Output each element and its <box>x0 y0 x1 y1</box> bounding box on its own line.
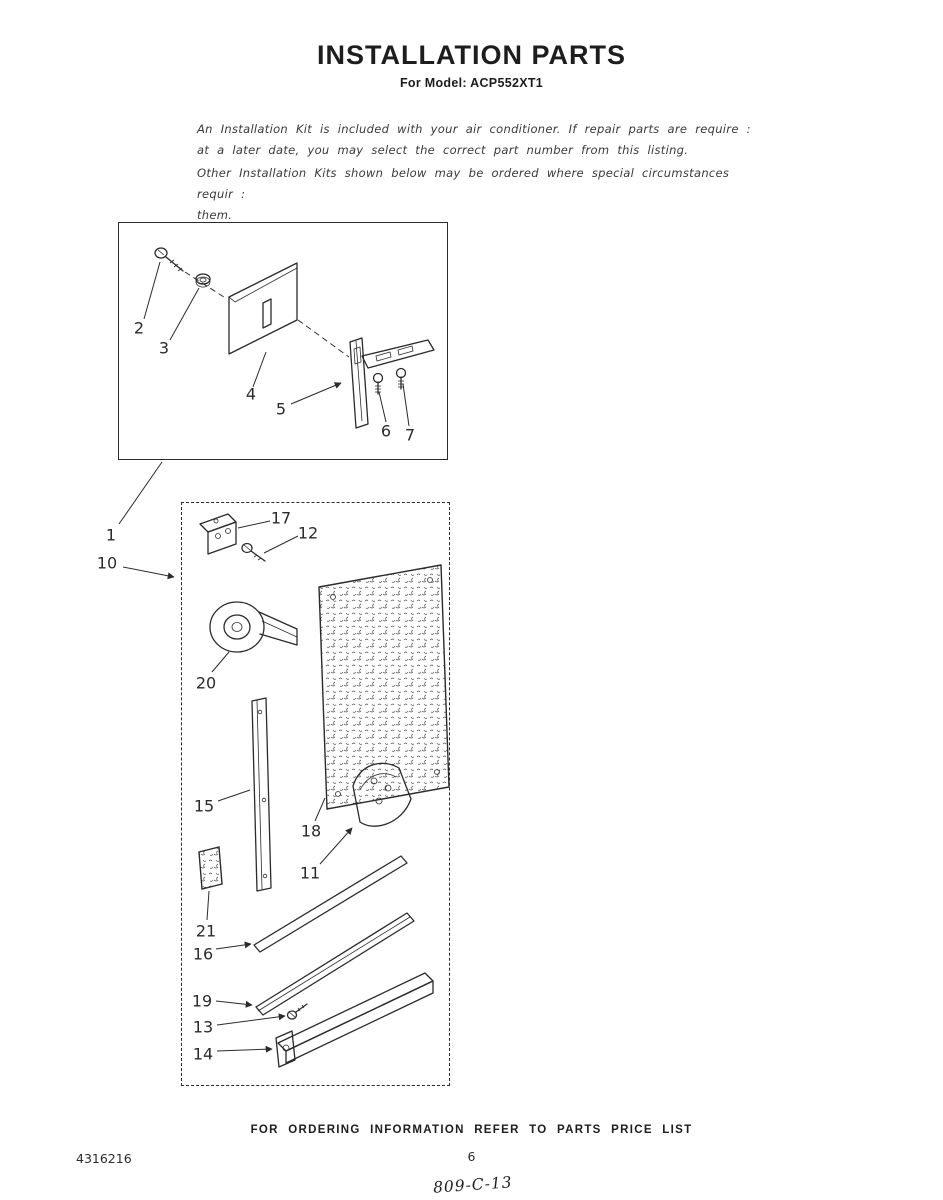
callout-12: 12 <box>297 523 319 543</box>
leader-15 <box>218 790 250 801</box>
leader-5 <box>291 383 341 404</box>
intro-line-4: them. <box>197 208 233 222</box>
leader-16 <box>216 944 251 949</box>
part-16-seal-strip <box>254 856 407 952</box>
part-2-screw <box>155 248 183 271</box>
callout-3: 3 <box>158 338 170 358</box>
leader-6 <box>379 392 386 422</box>
page-subtitle: For Model: ACP552XT1 <box>399 76 544 90</box>
part-17-angle-bracket <box>200 514 236 554</box>
part-21-foam-block <box>199 847 222 889</box>
callout-16: 16 <box>192 944 214 964</box>
part-18-panel <box>319 565 449 809</box>
leader-7 <box>403 384 409 426</box>
callout-5: 5 <box>275 399 287 419</box>
doc-number: 4316216 <box>76 1151 132 1166</box>
callout-13: 13 <box>192 1017 214 1037</box>
leader-17 <box>238 521 270 528</box>
callout-21: 21 <box>195 921 217 941</box>
callout-1: 1 <box>105 525 117 545</box>
leader-14 <box>217 1049 272 1051</box>
callout-4: 4 <box>245 384 257 404</box>
leader-13 <box>217 1016 285 1025</box>
page-number: 6 <box>467 1149 476 1164</box>
part-6-bolt <box>374 374 383 395</box>
callout-18: 18 <box>300 821 322 841</box>
part-7-bolt <box>397 369 406 390</box>
callout-7: 7 <box>404 425 416 445</box>
callout-17: 17 <box>270 508 292 528</box>
intro-line-1: An Installation Kit is included with your air conditioner. If repair parts are require : <box>197 122 751 136</box>
part-15-channel-strip <box>252 698 271 891</box>
callout-20: 20 <box>195 673 217 693</box>
intro-line-3: Other Installation Kits shown below may be ordered where special circumstances requir : <box>197 166 730 201</box>
part-20-foam-roll <box>210 602 297 652</box>
leader-19 <box>216 1001 252 1005</box>
part-13-screw <box>288 1004 308 1019</box>
handwritten-stamp: 809-C-13 <box>432 1173 514 1197</box>
callout-10: 10 <box>96 553 118 573</box>
part-12-screw <box>242 544 265 562</box>
callout-15: 15 <box>193 796 215 816</box>
leader-11 <box>320 828 352 864</box>
part-19-seal-strip <box>256 913 414 1015</box>
leader-20 <box>212 652 229 672</box>
callout-6: 6 <box>380 421 392 441</box>
leader-10 <box>123 567 174 577</box>
intro-line-2: at a later date, you may select the correct part number from this listing. <box>197 143 689 157</box>
leader-12 <box>264 536 298 553</box>
callout-14: 14 <box>192 1044 214 1064</box>
callout-19: 19 <box>191 991 213 1011</box>
part-5-bracket <box>350 338 434 428</box>
leader-1 <box>119 462 162 524</box>
page-title: INSTALLATION PARTS <box>317 40 626 70</box>
leader-18 <box>315 798 325 821</box>
leader-2 <box>144 262 160 319</box>
assembly-axis-line-a <box>185 272 227 299</box>
leader-3 <box>170 288 199 340</box>
part-14-angle-rail <box>276 973 433 1067</box>
ordering-note: FOR ORDERING INFORMATION REFER TO PARTS PRICE LIST <box>250 1124 693 1136</box>
assembly-axis-line-b <box>298 320 349 357</box>
leader-4 <box>253 352 266 387</box>
part-4-cover <box>229 263 297 354</box>
leader-21 <box>207 891 209 920</box>
callout-2: 2 <box>133 318 145 338</box>
callout-11: 11 <box>299 863 321 883</box>
